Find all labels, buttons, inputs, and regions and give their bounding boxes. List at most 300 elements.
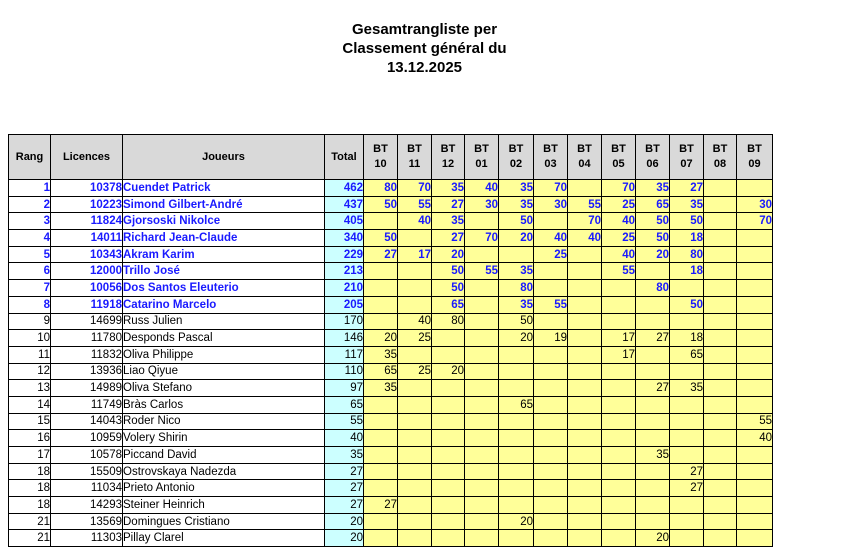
score-cell xyxy=(499,430,534,447)
score-cell xyxy=(737,530,773,547)
rang-cell: 14 xyxy=(9,396,51,413)
score-cell: 80 xyxy=(636,280,670,297)
score-cell: 35 xyxy=(432,213,465,230)
player-name-cell: Trillo José xyxy=(123,263,325,280)
score-cell xyxy=(636,313,670,330)
score-cell xyxy=(568,513,602,530)
score-cell xyxy=(602,430,636,447)
score-cell: 20 xyxy=(432,363,465,380)
licence-cell: 14293 xyxy=(51,497,123,514)
table-row xyxy=(9,530,773,547)
score-cell xyxy=(704,513,737,530)
score-cell: 35 xyxy=(499,263,534,280)
rang-cell: 8 xyxy=(9,296,51,313)
score-cell: 65 xyxy=(636,196,670,213)
header-licences: Licences xyxy=(51,135,123,180)
score-cell xyxy=(704,280,737,297)
table-row xyxy=(9,280,773,297)
score-cell xyxy=(432,497,465,514)
licence-cell: 11824 xyxy=(51,213,123,230)
score-cell xyxy=(534,213,568,230)
score-cell xyxy=(636,497,670,514)
score-cell xyxy=(465,280,499,297)
score-cell: 50 xyxy=(670,213,704,230)
score-cell: 27 xyxy=(432,230,465,247)
score-cell xyxy=(499,497,534,514)
score-cell xyxy=(465,330,499,347)
table-row xyxy=(9,296,773,313)
player-name-cell: Catarino Marcelo xyxy=(123,296,325,313)
score-cell: 40 xyxy=(398,213,432,230)
score-cell: 20 xyxy=(636,530,670,547)
score-cell xyxy=(534,263,568,280)
rang-cell: 3 xyxy=(9,213,51,230)
score-cell: 20 xyxy=(432,246,465,263)
score-cell xyxy=(398,463,432,480)
table-row xyxy=(9,246,773,263)
score-cell xyxy=(398,230,432,247)
player-name-cell: Domingues Cristiano xyxy=(123,513,325,530)
score-cell xyxy=(704,246,737,263)
licence-cell: 10959 xyxy=(51,430,123,447)
score-cell xyxy=(670,396,704,413)
score-cell xyxy=(737,263,773,280)
licence-cell: 14989 xyxy=(51,380,123,397)
score-cell: 35 xyxy=(364,380,398,397)
score-cell xyxy=(465,246,499,263)
total-cell: 405 xyxy=(325,213,364,230)
score-cell xyxy=(737,296,773,313)
score-cell: 65 xyxy=(432,296,465,313)
score-cell xyxy=(364,530,398,547)
total-cell: 40 xyxy=(325,430,364,447)
score-cell xyxy=(704,263,737,280)
score-cell: 40 xyxy=(602,246,636,263)
score-cell: 55 xyxy=(398,196,432,213)
score-cell xyxy=(398,296,432,313)
score-cell xyxy=(499,346,534,363)
score-cell xyxy=(364,430,398,447)
score-cell: 25 xyxy=(602,196,636,213)
score-cell xyxy=(568,313,602,330)
score-cell: 70 xyxy=(465,230,499,247)
score-cell xyxy=(602,380,636,397)
score-cell: 35 xyxy=(499,196,534,213)
score-cell: 17 xyxy=(602,346,636,363)
header-bt-02: BT 02 xyxy=(499,135,534,180)
score-cell xyxy=(534,513,568,530)
score-cell xyxy=(602,497,636,514)
score-cell xyxy=(737,463,773,480)
score-cell xyxy=(364,296,398,313)
score-cell xyxy=(568,280,602,297)
table-row xyxy=(9,346,773,363)
header-bt-03: BT 03 xyxy=(534,135,568,180)
table-row xyxy=(9,396,773,413)
score-cell: 70 xyxy=(602,180,636,197)
score-cell: 80 xyxy=(364,180,398,197)
table-row xyxy=(9,463,773,480)
score-cell: 80 xyxy=(499,280,534,297)
header-bt-12: BT 12 xyxy=(432,135,465,180)
score-cell xyxy=(568,396,602,413)
score-cell xyxy=(534,430,568,447)
score-cell xyxy=(737,280,773,297)
licence-cell: 10378 xyxy=(51,180,123,197)
player-name-cell: Ostrovskaya Nadezda xyxy=(123,463,325,480)
score-cell xyxy=(602,463,636,480)
score-cell: 17 xyxy=(398,246,432,263)
player-name-cell: Volery Shirin xyxy=(123,430,325,447)
player-name-cell: Akram Karim xyxy=(123,246,325,263)
licence-cell: 15509 xyxy=(51,463,123,480)
score-cell xyxy=(737,513,773,530)
player-name-cell: Oliva Stefano xyxy=(123,380,325,397)
score-cell: 20 xyxy=(499,513,534,530)
rang-cell: 6 xyxy=(9,263,51,280)
score-cell xyxy=(432,380,465,397)
score-cell xyxy=(636,263,670,280)
score-cell: 35 xyxy=(636,180,670,197)
total-cell: 20 xyxy=(325,530,364,547)
table-row xyxy=(9,480,773,497)
score-cell xyxy=(499,246,534,263)
score-cell: 65 xyxy=(670,346,704,363)
score-cell xyxy=(568,480,602,497)
score-cell: 50 xyxy=(364,196,398,213)
score-cell xyxy=(432,396,465,413)
player-name-cell: Oliva Philippe xyxy=(123,346,325,363)
licence-cell: 11832 xyxy=(51,346,123,363)
score-cell: 40 xyxy=(534,230,568,247)
total-cell: 229 xyxy=(325,246,364,263)
score-cell xyxy=(602,313,636,330)
total-cell: 210 xyxy=(325,280,364,297)
licence-cell: 14043 xyxy=(51,413,123,430)
score-cell xyxy=(568,463,602,480)
licence-cell: 10343 xyxy=(51,246,123,263)
table-row xyxy=(9,196,773,213)
header-bt-11: BT 11 xyxy=(398,135,432,180)
player-name-cell: Simond Gilbert-André xyxy=(123,196,325,213)
score-cell xyxy=(602,413,636,430)
score-cell xyxy=(364,480,398,497)
score-cell xyxy=(465,513,499,530)
score-cell xyxy=(534,480,568,497)
score-cell xyxy=(568,447,602,464)
score-cell xyxy=(499,380,534,397)
score-cell: 40 xyxy=(737,430,773,447)
title-line-2: Classement général du xyxy=(342,40,507,57)
score-cell xyxy=(636,363,670,380)
score-cell: 50 xyxy=(432,263,465,280)
score-cell xyxy=(704,180,737,197)
score-cell: 20 xyxy=(364,330,398,347)
score-cell: 35 xyxy=(364,346,398,363)
score-cell xyxy=(534,463,568,480)
score-cell xyxy=(737,480,773,497)
score-cell: 35 xyxy=(499,180,534,197)
player-name-cell: Russ Julien xyxy=(123,313,325,330)
score-cell xyxy=(704,230,737,247)
score-cell xyxy=(568,296,602,313)
score-cell: 20 xyxy=(636,246,670,263)
rang-cell: 16 xyxy=(9,430,51,447)
score-cell xyxy=(602,396,636,413)
score-cell xyxy=(398,530,432,547)
score-cell xyxy=(465,530,499,547)
score-cell: 80 xyxy=(670,246,704,263)
rang-cell: 7 xyxy=(9,280,51,297)
score-cell xyxy=(499,463,534,480)
score-cell xyxy=(465,380,499,397)
licence-cell: 11034 xyxy=(51,480,123,497)
score-cell xyxy=(432,346,465,363)
total-cell: 110 xyxy=(325,363,364,380)
score-cell: 20 xyxy=(499,330,534,347)
score-cell xyxy=(704,447,737,464)
rang-cell: 21 xyxy=(9,530,51,547)
score-cell xyxy=(432,447,465,464)
header-joueurs: Joueurs xyxy=(123,135,325,180)
score-cell xyxy=(364,513,398,530)
score-cell xyxy=(568,497,602,514)
title-line-3: 13.12.2025 xyxy=(386,59,463,76)
score-cell: 27 xyxy=(364,246,398,263)
total-cell: 117 xyxy=(325,346,364,363)
header-bt-06: BT 06 xyxy=(636,135,670,180)
score-cell xyxy=(364,213,398,230)
table-row xyxy=(9,497,773,514)
licence-cell: 12000 xyxy=(51,263,123,280)
score-cell: 27 xyxy=(432,196,465,213)
score-cell xyxy=(568,180,602,197)
player-name-cell: Prieto Antonio xyxy=(123,480,325,497)
score-cell xyxy=(670,447,704,464)
score-cell xyxy=(704,213,737,230)
score-cell xyxy=(737,497,773,514)
score-cell xyxy=(737,330,773,347)
score-cell xyxy=(398,280,432,297)
total-cell: 462 xyxy=(325,180,364,197)
score-cell: 70 xyxy=(534,180,568,197)
score-cell xyxy=(670,363,704,380)
rang-cell: 9 xyxy=(9,313,51,330)
score-cell: 50 xyxy=(499,313,534,330)
score-cell xyxy=(398,447,432,464)
score-cell: 35 xyxy=(670,380,704,397)
licence-cell: 13569 xyxy=(51,513,123,530)
score-cell xyxy=(670,413,704,430)
score-cell: 18 xyxy=(670,230,704,247)
score-cell xyxy=(398,413,432,430)
licence-cell: 14011 xyxy=(51,230,123,247)
total-cell: 146 xyxy=(325,330,364,347)
score-cell xyxy=(670,430,704,447)
score-cell xyxy=(670,313,704,330)
score-cell xyxy=(636,346,670,363)
score-cell xyxy=(432,513,465,530)
total-cell: 205 xyxy=(325,296,364,313)
score-cell xyxy=(364,413,398,430)
player-name-cell: Cuendet Patrick xyxy=(123,180,325,197)
score-cell xyxy=(465,313,499,330)
rang-cell: 17 xyxy=(9,447,51,464)
score-cell: 19 xyxy=(534,330,568,347)
score-cell xyxy=(602,480,636,497)
rang-cell: 21 xyxy=(9,513,51,530)
player-name-cell: Richard Jean-Claude xyxy=(123,230,325,247)
total-cell: 35 xyxy=(325,447,364,464)
score-cell xyxy=(398,497,432,514)
licence-cell: 10223 xyxy=(51,196,123,213)
score-cell xyxy=(704,480,737,497)
score-cell xyxy=(602,530,636,547)
score-cell xyxy=(737,346,773,363)
score-cell xyxy=(568,346,602,363)
ranking-table xyxy=(8,134,773,547)
score-cell: 30 xyxy=(737,196,773,213)
table-header-row xyxy=(9,135,773,180)
table-row xyxy=(9,413,773,430)
header-rang: Rang xyxy=(9,135,51,180)
total-cell: 55 xyxy=(325,413,364,430)
score-cell xyxy=(432,463,465,480)
score-cell xyxy=(534,497,568,514)
player-name-cell: Desponds Pascal xyxy=(123,330,325,347)
player-name-cell: Dos Santos Eleuterio xyxy=(123,280,325,297)
score-cell xyxy=(568,530,602,547)
score-cell xyxy=(704,363,737,380)
score-cell: 40 xyxy=(568,230,602,247)
table-row xyxy=(9,230,773,247)
score-cell xyxy=(704,196,737,213)
table-row xyxy=(9,447,773,464)
score-cell: 65 xyxy=(364,363,398,380)
player-name-cell: Roder Nico xyxy=(123,413,325,430)
score-cell xyxy=(465,480,499,497)
score-cell xyxy=(704,313,737,330)
score-cell xyxy=(568,430,602,447)
total-cell: 20 xyxy=(325,513,364,530)
score-cell xyxy=(704,463,737,480)
score-cell xyxy=(704,346,737,363)
score-cell: 18 xyxy=(670,330,704,347)
header-bt-08: BT 08 xyxy=(704,135,737,180)
score-cell xyxy=(465,447,499,464)
score-cell xyxy=(364,447,398,464)
total-cell: 170 xyxy=(325,313,364,330)
header-bt-01: BT 01 xyxy=(465,135,499,180)
score-cell xyxy=(465,363,499,380)
page-title xyxy=(0,20,849,77)
score-cell xyxy=(465,497,499,514)
rang-cell: 18 xyxy=(9,463,51,480)
score-cell xyxy=(704,413,737,430)
score-cell: 50 xyxy=(364,230,398,247)
table-row xyxy=(9,330,773,347)
score-cell xyxy=(465,430,499,447)
score-cell: 30 xyxy=(465,196,499,213)
score-cell xyxy=(398,396,432,413)
rang-cell: 1 xyxy=(9,180,51,197)
licence-cell: 13936 xyxy=(51,363,123,380)
score-cell: 70 xyxy=(737,213,773,230)
score-cell xyxy=(602,513,636,530)
title-line-1: Gesamtrangliste per xyxy=(351,21,498,38)
score-cell: 40 xyxy=(465,180,499,197)
score-cell xyxy=(602,363,636,380)
score-cell xyxy=(704,330,737,347)
rang-cell: 4 xyxy=(9,230,51,247)
score-cell xyxy=(398,346,432,363)
score-cell xyxy=(737,447,773,464)
score-cell: 25 xyxy=(602,230,636,247)
score-cell xyxy=(636,413,670,430)
player-name-cell: Pillay Clarel xyxy=(123,530,325,547)
score-cell xyxy=(398,513,432,530)
score-cell xyxy=(364,396,398,413)
score-cell xyxy=(636,396,670,413)
score-cell xyxy=(737,230,773,247)
score-cell: 27 xyxy=(670,480,704,497)
total-cell: 27 xyxy=(325,497,364,514)
score-cell xyxy=(704,530,737,547)
score-cell: 25 xyxy=(398,363,432,380)
score-cell xyxy=(465,213,499,230)
total-cell: 213 xyxy=(325,263,364,280)
score-cell xyxy=(534,530,568,547)
score-cell: 35 xyxy=(432,180,465,197)
score-cell xyxy=(364,463,398,480)
score-cell: 50 xyxy=(636,213,670,230)
total-cell: 65 xyxy=(325,396,364,413)
score-cell xyxy=(432,330,465,347)
score-cell xyxy=(670,513,704,530)
rang-cell: 18 xyxy=(9,497,51,514)
score-cell xyxy=(465,396,499,413)
player-name-cell: Gjorsoski Nikolce xyxy=(123,213,325,230)
score-cell xyxy=(534,363,568,380)
rang-cell: 11 xyxy=(9,346,51,363)
score-cell xyxy=(636,463,670,480)
rang-cell: 5 xyxy=(9,246,51,263)
score-cell xyxy=(398,380,432,397)
rang-cell: 13 xyxy=(9,380,51,397)
table-row xyxy=(9,313,773,330)
table-row xyxy=(9,213,773,230)
score-cell xyxy=(499,413,534,430)
table-row xyxy=(9,380,773,397)
total-cell: 340 xyxy=(325,230,364,247)
licence-cell: 10578 xyxy=(51,447,123,464)
score-cell xyxy=(670,530,704,547)
score-cell xyxy=(499,480,534,497)
score-cell xyxy=(568,246,602,263)
score-cell xyxy=(602,447,636,464)
score-cell: 70 xyxy=(568,213,602,230)
total-cell: 97 xyxy=(325,380,364,397)
score-cell xyxy=(602,296,636,313)
score-cell xyxy=(432,530,465,547)
score-cell: 27 xyxy=(670,463,704,480)
licence-cell: 14699 xyxy=(51,313,123,330)
player-name-cell: Bràs Carlos xyxy=(123,396,325,413)
score-cell xyxy=(568,380,602,397)
score-cell xyxy=(499,530,534,547)
player-name-cell: Steiner Heinrich xyxy=(123,497,325,514)
score-cell xyxy=(636,430,670,447)
